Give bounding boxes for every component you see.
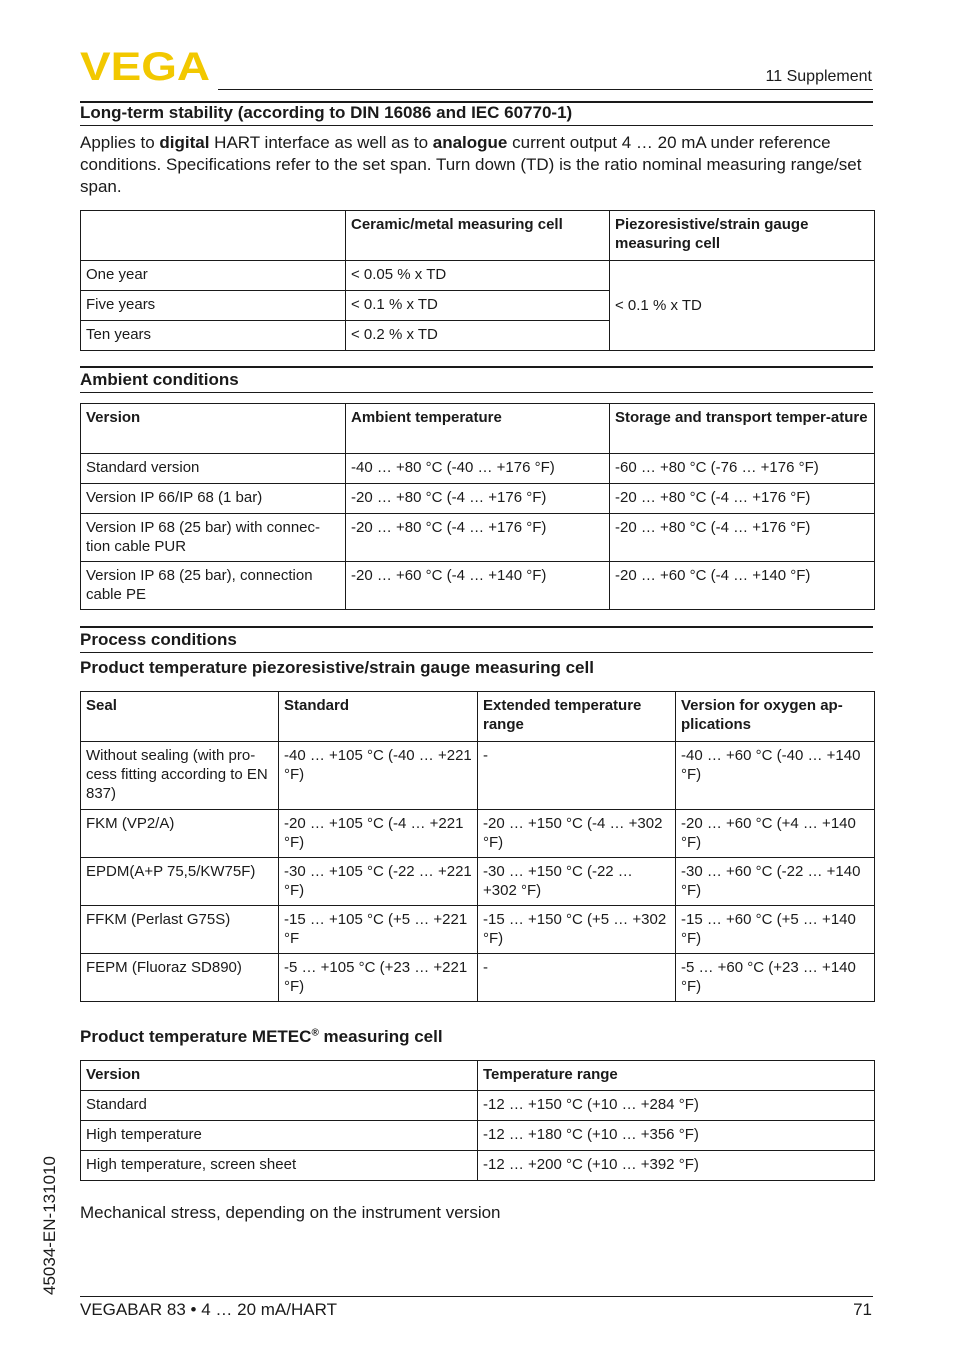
period-cell: Five years: [81, 291, 346, 321]
intro-digital: digital: [159, 133, 210, 152]
period-cell: Ten years: [81, 321, 346, 351]
table-header-row: [81, 211, 875, 261]
table-row: [81, 1091, 875, 1121]
header-cell: Standard: [279, 692, 478, 742]
process-title: Process conditions: [80, 630, 237, 649]
table-cell: -20 … +80 °C (-4 … +176 °F): [346, 514, 610, 562]
table-row: [81, 906, 875, 954]
header-cell: Ambient temperature: [346, 404, 610, 454]
ambient-table: [80, 403, 875, 610]
table-cell: -40 … +60 °C (-40 … +140 °F): [676, 742, 875, 810]
table-cell: FFKM (Perlast G75S): [81, 906, 279, 954]
table-cell: -15 … +60 °C (+5 … +140 °F): [676, 906, 875, 954]
section-label: 11 Supplement: [765, 68, 872, 85]
header-cell: Seal: [81, 692, 279, 742]
header-cell: Version: [81, 1061, 478, 1091]
table-row: [81, 261, 875, 291]
table-row: [81, 562, 875, 610]
long-term-table: [80, 210, 875, 351]
page-number: 71: [853, 1300, 872, 1319]
intro-part-5: current output 4 … 20 mA under reference conditions. Specifications refer to the set span. Turn down (TD) is the ratio nominal measuring range/set span.: [80, 133, 862, 196]
table-cell: Without sealing (with pro-cess fitting according to EN 837): [81, 742, 279, 810]
table-cell: FKM (VP2/A): [81, 810, 279, 858]
intro-part-1: Applies to: [80, 133, 160, 152]
table-cell: FEPM (Fluoraz SD890): [81, 954, 279, 1002]
period-cell: One year: [81, 261, 346, 291]
metec-title-prefix: Product temperature METEC: [80, 1027, 312, 1046]
table-cell: Version IP 66/IP 68 (1 bar): [81, 484, 346, 514]
table-header-row: [81, 404, 875, 454]
metec-registered-mark: ®: [311, 1027, 319, 1039]
table-cell: Version IP 68 (25 bar), connection cable PE: [81, 562, 346, 610]
table-cell: High temperature, screen sheet: [81, 1151, 478, 1181]
table-cell: High temperature: [81, 1121, 478, 1151]
header-rule: [218, 89, 873, 90]
table-row: [81, 514, 875, 562]
table-cell: -20 … +105 °C (-4 … +221 °F): [279, 810, 478, 858]
header-cell: [81, 211, 346, 261]
vega-logo: [80, 50, 212, 84]
footer-rule: [80, 1296, 873, 1297]
long-term-heading-block: [80, 101, 873, 126]
header-cell: Temperature range: [478, 1061, 875, 1091]
table-cell: -30 … +150 °C (-22 … +302 °F): [478, 858, 676, 906]
ceramic-cell: < 0.2 % x TD: [346, 321, 610, 351]
table-cell: -12 … +150 °C (+10 … +284 °F): [478, 1091, 875, 1121]
table-cell: -5 … +105 °C (+23 … +221 °F): [279, 954, 478, 1002]
ambient-heading-block: [80, 368, 873, 393]
table-cell: -20 … +80 °C (-4 … +176 °F): [610, 484, 875, 514]
mechanical-note: Mechanical stress, depending on the instrument version: [80, 1203, 501, 1222]
table-header-row: [81, 1061, 875, 1091]
table-cell: -30 … +105 °C (-22 … +221 °F): [279, 858, 478, 906]
table-row: [81, 484, 875, 514]
table-cell: -20 … +60 °C (-4 … +140 °F): [610, 562, 875, 610]
header-cell: Version: [81, 404, 346, 454]
vega-logo-text: VEGA: [80, 50, 210, 84]
header-cell: Storage and transport temper-ature: [610, 404, 875, 454]
table-cell: Version IP 68 (25 bar) with connec-tion cable PUR: [81, 514, 346, 562]
metec-title-suffix: measuring cell: [318, 1027, 443, 1046]
long-term-title: Long-term stability (according to DIN 16086 and IEC 60770-1): [80, 103, 573, 122]
table-cell: -20 … +60 °C (-4 … +140 °F): [346, 562, 610, 610]
intro-analogue: analogue: [432, 133, 508, 152]
long-term-intro: [80, 132, 873, 198]
table-row: [81, 858, 875, 906]
process-subtitle: Product temperature piezoresistive/strain gauge measuring cell: [80, 658, 594, 677]
table-cell: -: [478, 954, 676, 1002]
header-cell: Ceramic/metal measuring cell: [346, 211, 610, 261]
table-cell: -12 … +200 °C (+10 … +392 °F): [478, 1151, 875, 1181]
piezo-cell: < 0.1 % x TD: [610, 261, 875, 351]
footer-product: VEGABAR 83 • 4 … 20 mA/HART: [80, 1300, 337, 1319]
table-cell: EPDM(A+P 75,5/KW75F): [81, 858, 279, 906]
header-cell: Piezoresistive/strain gauge measuring cell: [610, 211, 875, 261]
table-cell: -5 … +60 °C (+23 … +140 °F): [676, 954, 875, 1002]
table-cell: -: [478, 742, 676, 810]
table-cell: Standard: [81, 1091, 478, 1121]
header-cell: Version for oxygen ap-plications: [676, 692, 875, 742]
intro-part-3: HART interface as well as to: [209, 133, 433, 152]
long-term-top-rule: [80, 101, 873, 103]
table-cell: -15 … +105 °C (+5 … +221 °F: [279, 906, 478, 954]
table-cell: Standard version: [81, 454, 346, 484]
table-cell: -60 … +80 °C (-76 … +176 °F): [610, 454, 875, 484]
header-cell: Extended temperature range: [478, 692, 676, 742]
table-header-row: [81, 692, 875, 742]
process-heading-block: [80, 628, 873, 653]
table-row: [81, 1121, 875, 1151]
metec-title: [80, 1027, 443, 1047]
ambient-title: Ambient conditions: [80, 370, 239, 389]
table-row: [81, 810, 875, 858]
table-row: [81, 454, 875, 484]
document-code: 45034-EN-131010: [40, 1156, 59, 1295]
table-cell: -20 … +60 °C (+4 … +140 °F): [676, 810, 875, 858]
table-cell: -20 … +80 °C (-4 … +176 °F): [346, 484, 610, 514]
ceramic-cell: < 0.05 % x TD: [346, 261, 610, 291]
ceramic-cell: < 0.1 % x TD: [346, 291, 610, 321]
table-cell: -12 … +180 °C (+10 … +356 °F): [478, 1121, 875, 1151]
table-row: [81, 742, 875, 810]
table-row: [81, 1151, 875, 1181]
table-cell: -40 … +105 °C (-40 … +221 °F): [279, 742, 478, 810]
table-cell: -30 … +60 °C (-22 … +140 °F): [676, 858, 875, 906]
metec-table: [80, 1060, 875, 1181]
table-cell: -40 … +80 °C (-40 … +176 °F): [346, 454, 610, 484]
table-cell: -20 … +150 °C (-4 … +302 °F): [478, 810, 676, 858]
table-cell: -20 … +80 °C (-4 … +176 °F): [610, 514, 875, 562]
table-row: [81, 954, 875, 1002]
process-table: [80, 691, 875, 1002]
table-cell: -15 … +150 °C (+5 … +302 °F): [478, 906, 676, 954]
